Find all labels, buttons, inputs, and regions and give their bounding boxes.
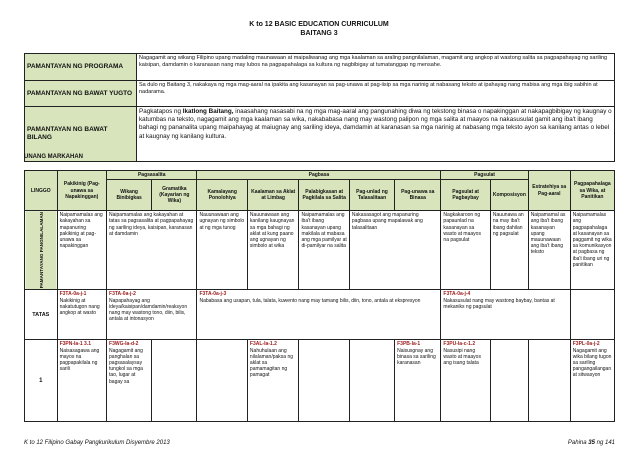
cell-w1-kamalayang: [197, 340, 247, 422]
cell-w1-pakikinig: F3PN-Ia-1 3.1 Naisasagawa ang mayos na pagpapakilala ng sarili: [57, 340, 106, 422]
table-row-tatas: [25, 290, 615, 340]
table-row-week-1: [25, 340, 615, 422]
cell-w1-estratehiya: [528, 340, 570, 422]
col-pagsulat-pagbaybay: Pagsulat at Pagbaybay: [441, 180, 490, 211]
row-label-pamantayan: PAMANTAYANG PANGNILALAMAN: [25, 211, 58, 290]
col-kamalayang: Kamalayang Ponolohiya: [197, 180, 247, 211]
cell-tatas-pagsasalita: F3TA-0a-j-2 Napapahayag ang ideya/kaisipan/damdamin/reaksyon nang may wastong tono, diin, bilis, antala at intonasyon: [107, 290, 197, 340]
column-header-row: [25, 180, 615, 211]
cell-komposisyon: Nauunawa an na may iba't ibang dahilan ng pagsulat: [490, 211, 528, 290]
standard-row-programa: [25, 54, 615, 81]
standard-label: PAMANTAYAN NG BAWAT BILANG: [25, 107, 137, 162]
cell-pakikinig: Naipamamalas ang kakayahan sa mapanuring pakikinig at pag-unawa sa napakinggan: [57, 211, 106, 290]
group-pagsasalita: Pagsasalita: [107, 171, 197, 180]
cell-w1-pagpapahalaga: F3PL-0a-j-2 Nagagamit ang wika bilang tugon sa sariling pangangailangan at sitwasyon: [570, 340, 614, 422]
standard-row-bilang: [25, 107, 615, 162]
cell-estratehiya: Naipamamal as ang iba't ibang kasanayan upang mauunawaan ang iba't ibang teksto: [528, 211, 570, 290]
col-estratehiya: Estratehiya sa Pag-aaral: [528, 171, 570, 211]
col-wikang: Wikang Binibigkas: [107, 180, 152, 211]
col-gramatika: Gramatika (Kayarian ng Wika): [152, 180, 197, 211]
row-label-tatas: TATAS: [25, 290, 58, 340]
page-number: Pahina 35 ng 141: [567, 440, 615, 446]
standard-text: Sa dulo ng Baitang 3, nakakaya ng mga mag-aaral na ipakita ang kasanayan sa pag-unawa at pag-iisip sa mga narinig at nabasang teksto at ipahayag nang mabisa ang mga ibig sabihin at nadarama.: [137, 81, 615, 107]
cell-kamalayang: Nauunawaan ang ugnayan ng simbolo at ng mga tunog: [197, 211, 247, 290]
cell-tatas-pagsulat: F3TA-0a-j-4 Nakasusulat nang may wastong baybay, bantas at mekaniks ng pagsulat: [441, 290, 570, 340]
cell-pagsasalita: Naipamamalas ang kakayahan at tatas sa pagsasalita at pagpapahayag ng sariling ideya, kaisipan, karanasan at damdamin: [107, 211, 197, 290]
curriculum-table: [24, 170, 615, 422]
col-pagunawa: Pag-unawa sa Binasa: [395, 180, 441, 211]
cell-w1-komposisyon: [490, 340, 528, 422]
section-title: UNANG MARKAHAN: [24, 154, 83, 160]
document-title: K to 12 BASIC EDUCATION CURRICULUM: [249, 21, 389, 28]
col-pagunlad: Pag-unlad ng Talasalitaan: [349, 180, 394, 211]
cell-w1-pagunawa: F3PB-Ia-1 Naisusgnay ang binasa sa sariling karanasan: [395, 340, 441, 422]
col-linggo: LINGGO: [25, 171, 58, 211]
cell-tatas-pagpapahalaga: [570, 290, 614, 340]
col-palabigkasan: Palabigkasan at Pagkilala sa Salita: [299, 180, 349, 211]
cell-kaalaman: Nauunawaan ang kanilang kaugnayan sa mga bahagi ng aklat at kung paano ang ugnayan ng simbolo at wika: [247, 211, 299, 290]
col-pagpapahalaga: Pagpapahalaga sa Wika, at Panitikan: [570, 171, 614, 211]
group-header-row: [25, 171, 615, 180]
footer-left: K to 12 Filipino Gabay Pangkurikulum Disyembre 2013: [24, 440, 170, 446]
row-label-week: 1: [25, 340, 58, 422]
cell-palabigkasan: Naipamamalas ang iba't ibang kasanayan upang makilala at mabasa ang mga pamilyar at di-pamilyar na salita: [299, 211, 349, 290]
cell-tatas-pakikinig: F3TA-0a-j-1 Nakikinig at nakatutugon nang angkop at wasto: [57, 290, 106, 340]
cell-w1-pagsulat: F3PU-Ia-c-1.2 Nasusipi nang wasto at maayos ang isang talata: [441, 340, 490, 422]
cell-w1-gramatika: [152, 340, 197, 422]
cell-tatas-pagbasa: F3TA-0a-j-3 Nababasa ang usapan, tula, talata, kuwento nang may tamang bilis, diin, tono, antala at ekspresyon: [197, 290, 441, 340]
standards-table: [24, 53, 615, 162]
cell-w1-wikang: F3WG-Ia-d-2 Nagagamit ang panghalan sa pagsasalaysay tungkol sa mga tao, lugar at bagay sa: [107, 340, 152, 422]
standard-label: PAMANTAYAN NG BAWAT YUGTO: [25, 81, 137, 107]
standard-row-yugto: [25, 81, 615, 107]
cell-pagsulat: Nagkakaroon ng papaunlad na kasanayan sa wasto at maayos na pagsulat: [441, 211, 490, 290]
standard-text: Pagkatapos ng Ikatlong Baitang, inaasahang nasasabi na ng mga mag-aaral ang pangunahing diwa ng tekstong binasa o napakinggan at nakapagbibigay ng kaugnay o katumbas na teksto, nagagamit ang mga kaalaman sa wika, nakababasa nang may wastong palipon ng mga salita at maayos na nakasusulat gamit ang iba't ibang bahagi ng pananalita upang maipahayag at maiugnay ang sariling ideya, damdamin at karanasan sa mga narinig at nabasang mga teksto ayon sa kanilang antas o lebel at kaugnay ng kanilang kultura.: [137, 107, 615, 162]
col-kaalaman: Kaalaman sa Aklat at Limbag: [247, 180, 299, 211]
table-row-pamantayan: [25, 211, 615, 290]
col-komposisyon: Komposisyon: [490, 180, 528, 211]
col-pakikinig: Pakikinig (Pag-unawa sa Napakinggan): [57, 171, 106, 211]
cell-w1-kaalaman: F3AL-Ia-1.2 Nahuhulaan ang nilalaman/paksa ng aklat sa pamamagitan ng pamagat: [247, 340, 299, 422]
cell-pagpapahalaga: Naipamamalas ang pagpapahalaga at kasanayan sa paggamit ng wika sa komunikasyon at pagbasa ng iba't ibang uri ng panitikan: [570, 211, 614, 290]
standard-text: Nagagamit ang wikang Filipino upang madaling maunawaan at maipaliwanag ang mga kaalaman sa araling pangnilalaman, magamit ang angkop at wastong salita sa pagpapahayag ng sariling kaisipan, damdamin o karanasan nang may lubos na pagpapahalaga sa kultura ng nagbibigay at tumatanggap ng mensahe.: [137, 54, 615, 81]
cell-pagunlad-pagunawa: Nakasasagot ang mapanuring pagbasa upang mapalawak ang talasalitaan: [349, 211, 441, 290]
standard-label: PAMANTAYAN NG PROGRAMA: [25, 54, 137, 81]
group-pagsulat: Pagsulat: [441, 171, 528, 180]
document-subtitle: BAITANG 3: [300, 30, 338, 37]
cell-w1-palabigkasan: [299, 340, 349, 422]
group-pagbasa: Pagbasa: [197, 171, 441, 180]
cell-w1-pagunlad: [349, 340, 394, 422]
